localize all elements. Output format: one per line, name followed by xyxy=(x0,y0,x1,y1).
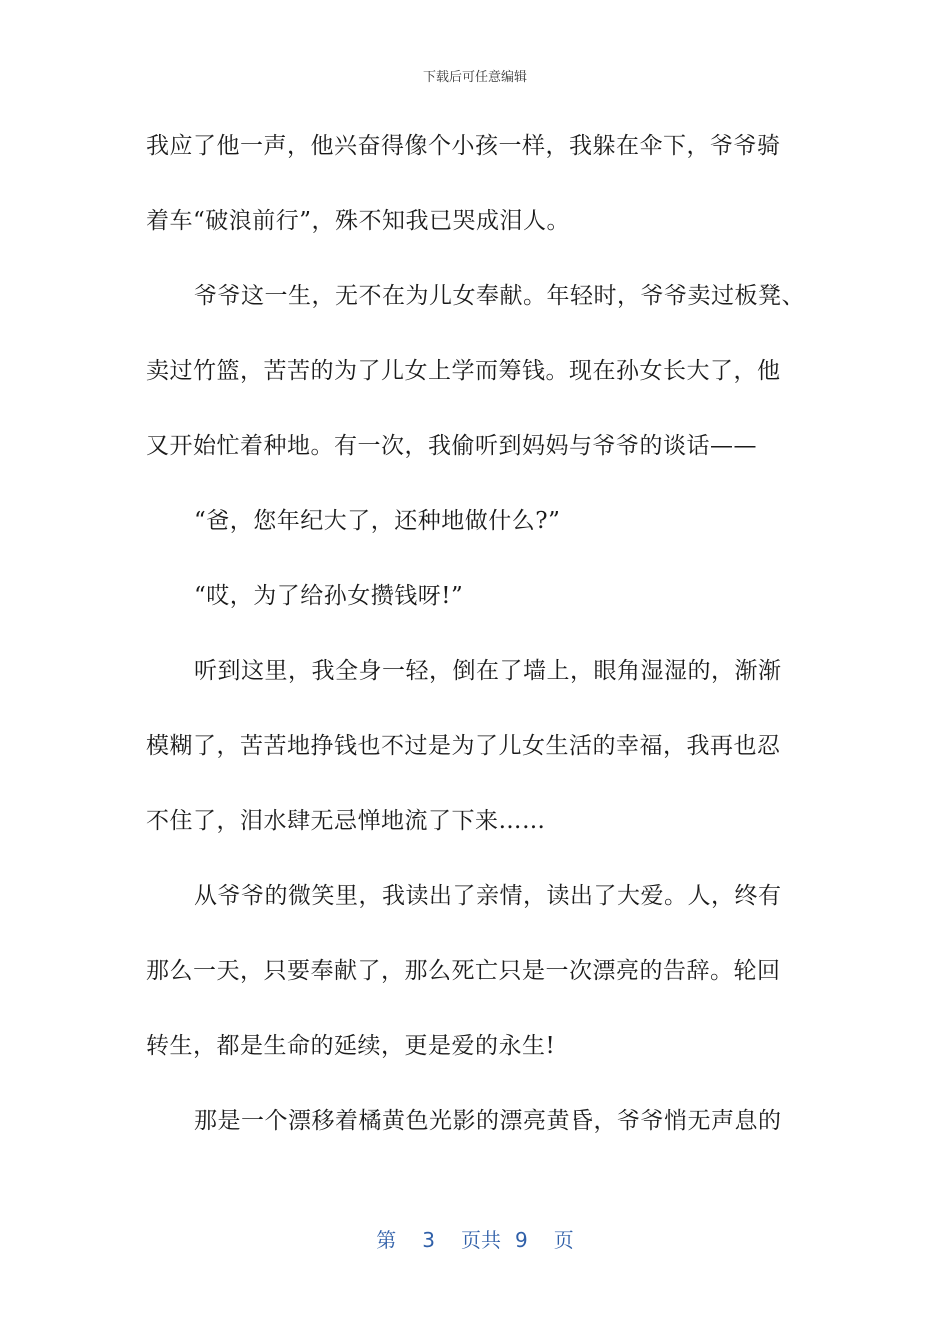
page-header-note: 下载后可任意编辑 xyxy=(422,70,527,85)
text-line: 模糊了，苦苦地挣钱也不过是为了儿女生活的幸福，我再也忍 xyxy=(146,733,781,759)
paragraph-start-line: 从爷爷的微笑里，我读出了亲情，读出了大爱。人，终有 xyxy=(194,883,782,909)
footer-prefix: 第 xyxy=(376,1228,397,1252)
text-line: 那么一天，只要奉献了，那么死亡只是一次漂亮的告辞。轮回 xyxy=(146,958,781,984)
text-line: 卖过竹篮，苦苦的为了儿女上学而筹钱。现在孙女长大了，他 xyxy=(146,358,781,384)
paragraph-start-line: 听到这里，我全身一轻，倒在了墙上，眼角湿湿的，渐渐 xyxy=(194,658,782,684)
page-number-footer xyxy=(0,1224,950,1253)
document-body xyxy=(146,126,806,1176)
text-line: 着车“破浪前行”，殊不知我已哭成泪人。 xyxy=(146,208,571,234)
text-line: 又开始忙着种地。有一次，我偷听到妈妈与爷爷的谈话—— xyxy=(146,433,757,459)
dialogue-line: “爸，您年纪大了，还种地做什么?” xyxy=(194,508,561,534)
footer-suffix: 页 xyxy=(553,1228,574,1252)
paragraph-start-line: 那是一个漂移着橘黄色光影的漂亮黄昏，爷爷悄无声息的 xyxy=(194,1108,782,1134)
dialogue-line: “哎，为了给孙女攒钱呀!” xyxy=(194,583,464,609)
footer-total-pages: 9 xyxy=(515,1228,528,1252)
footer-middle: 页共 xyxy=(461,1228,501,1252)
footer-current-page: 3 xyxy=(422,1228,435,1252)
text-line: 转生，都是生命的延续，更是爱的永生! xyxy=(146,1033,556,1059)
text-line: 我应了他一声，他兴奋得像个小孩一样，我躲在伞下，爷爷骑 xyxy=(146,133,781,159)
text-line: 不住了，泪水肆无忌惮地流了下来…… xyxy=(146,808,546,834)
paragraph-start-line: 爷爷这一生，无不在为儿女奉献。年轻时，爷爷卖过板凳、 xyxy=(194,283,805,309)
